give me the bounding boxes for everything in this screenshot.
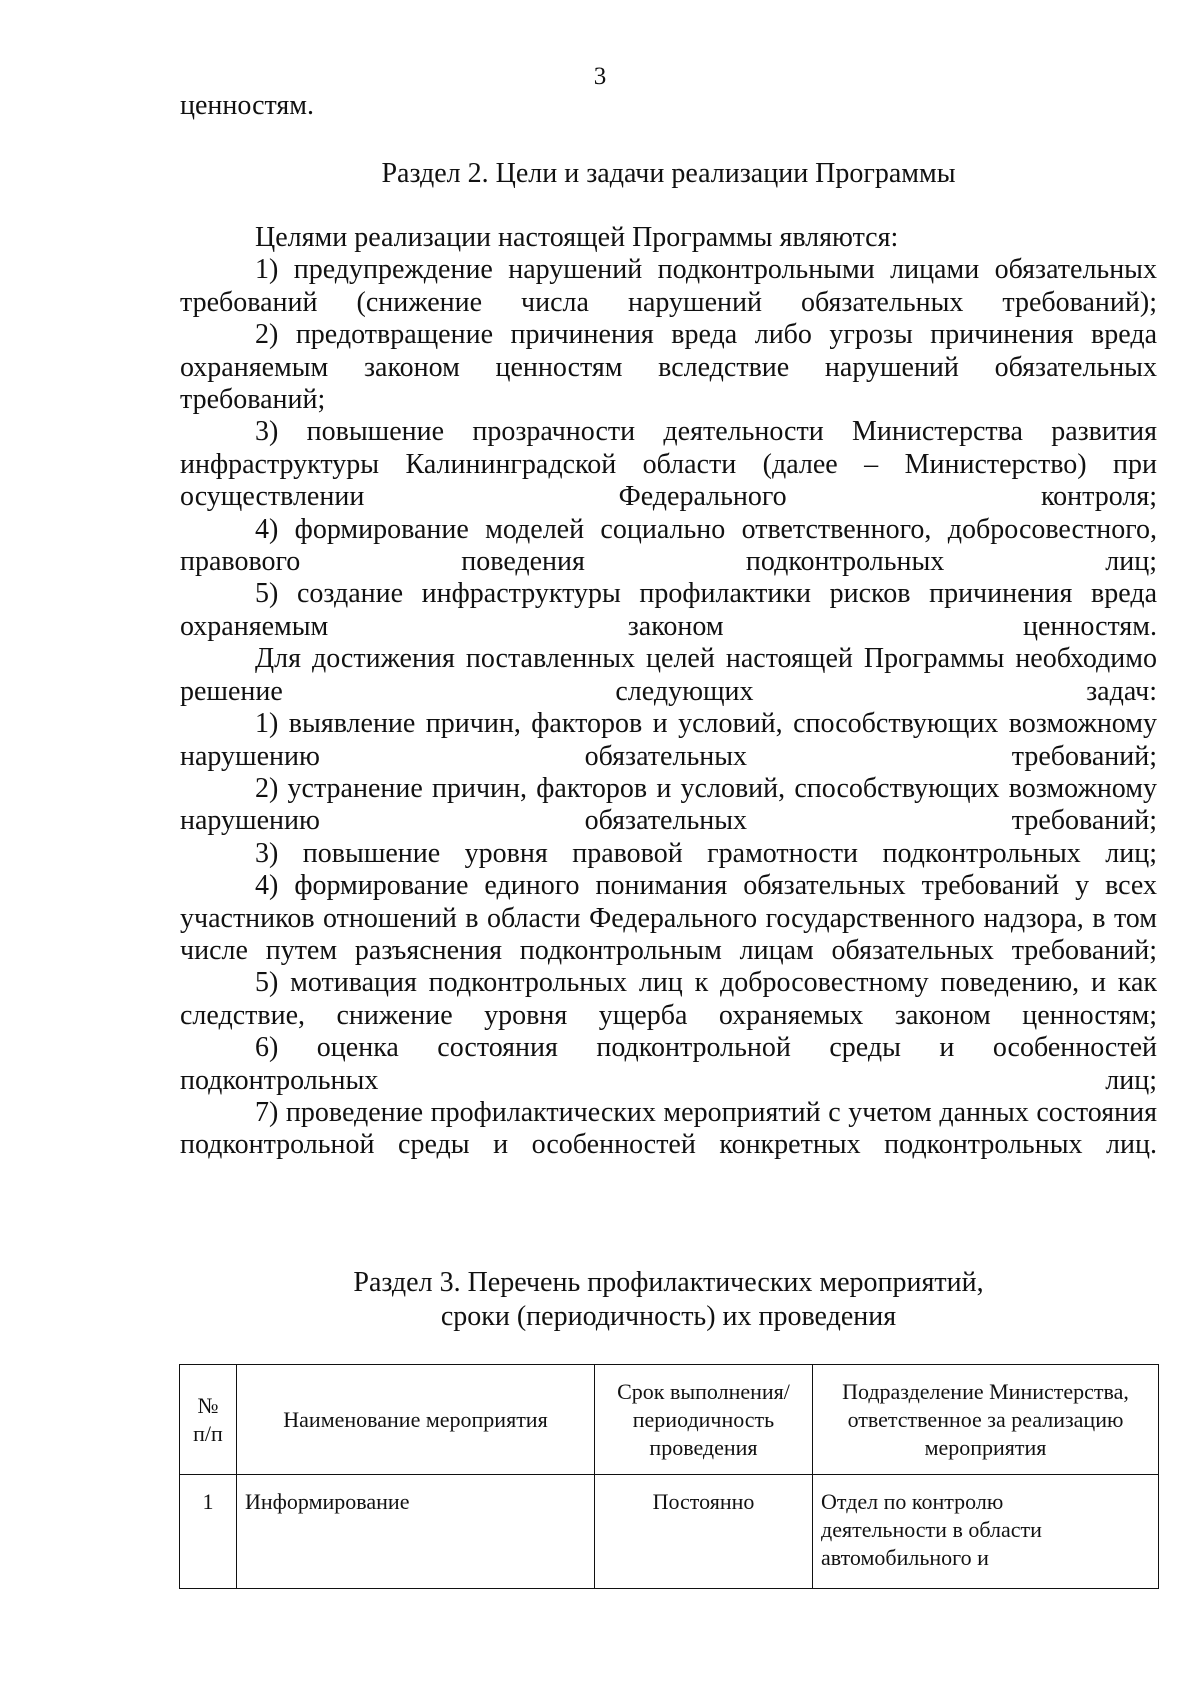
- task-item-3: 3) повышение уровня правовой грамотности подконтрольных лиц;: [255, 837, 1157, 869]
- intro-fragment: [180, 90, 1157, 122]
- goals-lead: Целями реализации настоящей Программы являются:: [255, 222, 899, 253]
- goal-item-3: 3) повышение прозрачности деятельности Министерства развития инфраструктуры Калининградской области (далее – Министерство) при осуществлении Федерального контроля;: [180, 416, 1157, 513]
- cell-term: Постоянно: [595, 1475, 813, 1589]
- section3-title: [180, 1266, 1157, 1334]
- task-item-6: 6) оценка состояния подконтрольной среды и особенностей подконтрольных лиц;: [180, 1032, 1157, 1096]
- task-item-5: 5) мотивация подконтрольных лиц к добросовестному поведению, и как следствие, снижение уровня ущерба охраняемых законом ценностям;: [180, 967, 1157, 1031]
- cell-number: 1: [180, 1475, 237, 1589]
- header-number: № п/п: [180, 1365, 237, 1475]
- header-department: Подразделение Министерства, ответственное за реализацию мероприятия: [813, 1365, 1159, 1475]
- task-item-7: 7) проведение профилактических мероприятий с учетом данных состояния подконтрольной среды и особенностей конкретных подконтрольных лиц.: [180, 1096, 1157, 1161]
- goal-item-4: 4) формирование моделей социально ответственного, добросовестного, правового поведения подконтрольных лиц;: [180, 513, 1157, 578]
- goal-item-1: 1) предупреждение нарушений подконтрольными лицами обязательных требований (снижение числа нарушений обязательных требований);: [180, 254, 1157, 318]
- section3-title-line-1: Раздел 3. Перечень профилактических мероприятий,: [353, 1267, 984, 1298]
- measures-table: [179, 1364, 1159, 1589]
- section2-title: Раздел 2. Цели и задачи реализации Программы: [381, 158, 956, 189]
- task-item-1: 1) выявление причин, факторов и условий, способствующих возможному нарушению обязательных требований;: [180, 708, 1157, 772]
- task-item-2: 2) устранение причин, факторов и условий, способствующих возможному нарушению обязательных требований;: [180, 772, 1157, 837]
- intro-text: ценностям.: [180, 90, 314, 121]
- section2-body: [180, 222, 1157, 1162]
- goal-item-5: 5) создание инфраструктуры профилактики рисков причинения вреда охраняемым законом ценностям.: [180, 578, 1157, 642]
- table-row: [180, 1475, 1159, 1589]
- cell-department: Отдел по контролю деятельности в области автомобильного и: [813, 1475, 1159, 1589]
- cell-measure-name: Информирование: [237, 1475, 595, 1589]
- section3-title-line-2: сроки (периодичность) их проведения: [440, 1301, 897, 1332]
- tasks-lead: Для достижения поставленных целей настоящей Программы необходимо решение следующих задач:: [180, 643, 1157, 707]
- header-term: Срок выполнения/ периодичность проведения: [595, 1365, 813, 1475]
- page-number: 3: [593, 63, 607, 90]
- header-measure-name: Наименование мероприятия: [237, 1365, 595, 1475]
- goal-item-2: 2) предотвращение причинения вреда либо угрозы причинения вреда охраняемым законом ценностям вследствие нарушений обязательных требований;: [180, 319, 1157, 416]
- table-header-row: [180, 1365, 1159, 1475]
- task-item-4: 4) формирование единого понимания обязательных требований у всех участников отношений в области Федерального государственного надзора, в том числе путем разъяснения подконтрольным лицам обязательных требований;: [180, 870, 1157, 966]
